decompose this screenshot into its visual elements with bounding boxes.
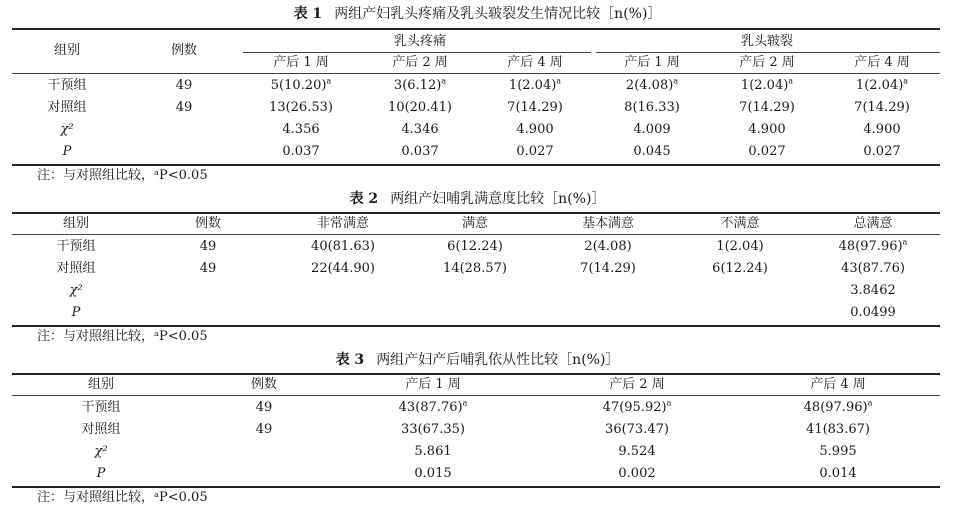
table1-week: 产后 4 周 <box>507 55 563 70</box>
table3-note: 注：与对照组比较，ᵃP<0.05 <box>37 490 208 505</box>
cell-value: 33(67.35) <box>401 422 465 437</box>
significance-marker: a <box>462 398 468 408</box>
cell-value: 4.356 <box>282 122 320 137</box>
table-cell <box>605 422 669 438</box>
table-cell <box>741 78 793 94</box>
table1-week: 产后 2 周 <box>392 55 448 70</box>
table1-header-pain: 乳头疼痛 <box>393 34 447 49</box>
table1-header-n: 例数 <box>170 43 198 58</box>
table-cell <box>841 261 905 277</box>
row-label: 对照组 <box>81 422 121 437</box>
significance-marker: a <box>903 76 909 86</box>
table-cell <box>311 261 375 277</box>
cell-value: 0.045 <box>633 144 671 159</box>
table2-header: 不满意 <box>720 216 760 231</box>
cell-value: 5(10.20) <box>270 78 327 93</box>
cell-value: 1(2.04) <box>740 78 789 93</box>
table1-week: 产后 1 周 <box>273 55 329 70</box>
cell-value: 5.995 <box>819 444 857 459</box>
cell-value: 9.524 <box>618 444 656 459</box>
table-cell <box>414 444 451 460</box>
significance-marker: a <box>441 76 447 86</box>
cell-value: 0.037 <box>282 144 320 159</box>
table-cell <box>603 400 672 416</box>
cell-value: 43(87.76) <box>841 261 905 276</box>
cell-value: 4.900 <box>748 122 786 137</box>
table3-number: 表 3 <box>335 352 365 368</box>
table3-title: 两组产妇产后哺乳依从性比较［n(%)］ <box>376 352 620 368</box>
table-cell <box>863 122 900 138</box>
table-cell <box>414 466 451 482</box>
table-cell <box>748 122 785 138</box>
cell-value: 48(97.96) <box>803 400 868 415</box>
cell-value: 1(2.04) <box>508 78 557 93</box>
table3-header: 产后 4 周 <box>810 377 866 392</box>
table2-note: 注：与对照组比较，ᵃP<0.05 <box>37 329 208 344</box>
cell-value: 43(87.76) <box>398 400 463 415</box>
table-cell <box>839 239 908 255</box>
cell-value: 10(20.41) <box>388 100 452 115</box>
table-cell <box>856 78 908 94</box>
table1-bottom-rule <box>12 164 940 166</box>
table-cell <box>748 144 785 160</box>
table-cell <box>716 239 763 255</box>
table2-top-rule <box>12 212 940 214</box>
table-cell <box>618 466 655 482</box>
table2-number: 表 2 <box>349 191 379 207</box>
cell-value: 7(14.29) <box>739 100 795 115</box>
table3-top-rule <box>12 373 940 375</box>
table2-header-rule <box>12 234 940 235</box>
table1-caption <box>0 5 955 23</box>
significance-marker: a <box>666 398 672 408</box>
table3-header: 产后 2 周 <box>609 377 665 392</box>
cell-value: 4.900 <box>516 122 554 137</box>
cell-value: 0.002 <box>618 466 656 481</box>
cell-value: 48(97.96) <box>838 239 903 254</box>
row-label: 对照组 <box>47 100 87 115</box>
table-cell <box>401 144 438 160</box>
table1-subrule-pain <box>243 52 591 53</box>
cell-value: 4.009 <box>633 122 671 137</box>
row-n: 49 <box>255 422 273 437</box>
row-label: χ² <box>69 283 83 298</box>
table1-header-group: 组别 <box>53 43 81 58</box>
cell-value: 3.8462 <box>850 283 896 298</box>
row-n: 49 <box>255 400 273 415</box>
table-cell <box>739 100 795 116</box>
table1-top-rule <box>12 28 940 30</box>
row-label: 干预组 <box>47 78 87 93</box>
cell-value: 13(26.53) <box>269 100 333 115</box>
cell-value: 22(44.90) <box>311 261 375 276</box>
cell-value: 0.027 <box>516 144 554 159</box>
row-label: P <box>96 466 106 481</box>
table-cell <box>271 78 331 94</box>
table-cell <box>806 422 870 438</box>
table-cell <box>282 144 319 160</box>
cell-value: 3(6.12) <box>393 78 442 93</box>
cell-value: 7(14.29) <box>580 261 636 276</box>
row-n: 49 <box>199 239 217 254</box>
table1-week: 产后 4 周 <box>854 55 910 70</box>
table-cell <box>507 100 563 116</box>
cell-value: 2(4.08) <box>625 78 674 93</box>
row-n: 49 <box>175 100 193 115</box>
table2-header: 组别 <box>62 216 90 231</box>
cell-value: 0.0499 <box>850 305 896 320</box>
table-cell <box>863 144 900 160</box>
cell-value: 6(12.24) <box>447 239 503 254</box>
cell-value: 41(83.67) <box>806 422 870 437</box>
table-cell <box>850 283 896 299</box>
cell-value: 1(2.04) <box>855 78 904 93</box>
table-cell <box>580 261 636 277</box>
table1-header-fissure: 乳头皲裂 <box>740 34 794 49</box>
table-cell <box>854 100 910 116</box>
table-cell <box>633 122 670 138</box>
table-cell <box>388 100 452 116</box>
cell-value: 4.900 <box>863 122 901 137</box>
table-cell <box>618 444 655 460</box>
table1-title: 两组产妇乳头疼痛及乳头皲裂发生情况比较［n(%)］ <box>334 6 662 22</box>
cell-value: 1(2.04) <box>716 239 764 254</box>
cell-value: 2(4.08) <box>584 239 632 254</box>
significance-marker: a <box>867 398 873 408</box>
table3-bottom-rule <box>12 486 940 488</box>
cell-value: 6(12.24) <box>712 261 768 276</box>
table-cell <box>394 78 446 94</box>
significance-marker: a <box>788 76 794 86</box>
table2-caption <box>0 190 955 208</box>
cell-value: 7(14.29) <box>854 100 910 115</box>
table1-note: 注：与对照组比较，ᵃP<0.05 <box>37 168 208 183</box>
table-cell <box>443 261 507 277</box>
cell-value: 5.861 <box>414 444 452 459</box>
row-label: P <box>71 305 81 320</box>
row-label: χ² <box>60 122 74 137</box>
significance-marker: a <box>673 76 679 86</box>
row-label: χ² <box>94 444 108 459</box>
table1-week: 产后 1 周 <box>624 55 680 70</box>
table-cell <box>804 400 873 416</box>
cell-value: 0.027 <box>863 144 901 159</box>
table1-subrule-fissure <box>596 52 940 53</box>
cell-value: 0.015 <box>414 466 452 481</box>
table-cell <box>516 122 553 138</box>
cell-value: 7(14.29) <box>507 100 563 115</box>
cell-value: 0.037 <box>401 144 439 159</box>
cell-value: 0.027 <box>748 144 786 159</box>
table-cell <box>401 422 465 438</box>
cell-value: 0.014 <box>819 466 857 481</box>
significance-marker: a <box>556 76 562 86</box>
table-cell <box>311 239 375 255</box>
cell-value: 8(16.33) <box>624 100 680 115</box>
table-cell <box>626 78 678 94</box>
table1-week: 产后 2 周 <box>739 55 795 70</box>
table-cell <box>509 78 561 94</box>
cell-value: 14(28.57) <box>443 261 507 276</box>
table-cell <box>624 100 680 116</box>
table-cell <box>819 444 856 460</box>
cell-value: 36(73.47) <box>605 422 669 437</box>
table2-title: 两组产妇哺乳满意度比较［n(%)］ <box>390 191 606 207</box>
table-cell <box>819 466 856 482</box>
row-n: 49 <box>175 78 193 93</box>
table2-header: 总满意 <box>853 216 893 231</box>
table-cell <box>584 239 631 255</box>
table-cell <box>399 400 468 416</box>
cell-value: 40(81.63) <box>311 239 375 254</box>
cell-value: 47(95.92) <box>602 400 667 415</box>
row-label: P <box>62 144 72 159</box>
table2-header: 满意 <box>461 216 489 231</box>
table3-header-rule <box>12 395 940 396</box>
table2-header: 例数 <box>194 216 222 231</box>
table-cell <box>633 144 670 160</box>
table2-header: 非常满意 <box>316 216 370 231</box>
table3-header: 产后 1 周 <box>405 377 461 392</box>
table3-caption <box>0 351 955 369</box>
table2-bottom-rule <box>12 325 940 327</box>
table-cell <box>269 100 333 116</box>
row-label: 对照组 <box>56 261 96 276</box>
significance-marker: a <box>902 237 908 247</box>
table-cell <box>401 122 438 138</box>
row-label: 干预组 <box>56 239 96 254</box>
row-n: 49 <box>199 261 217 276</box>
table-cell <box>282 122 319 138</box>
significance-marker: a <box>326 76 332 86</box>
table3-header: 组别 <box>87 377 115 392</box>
cell-value: 4.346 <box>401 122 439 137</box>
table2-header: 基本满意 <box>581 216 635 231</box>
table-cell <box>447 239 503 255</box>
row-label: 干预组 <box>81 400 121 415</box>
table1-header-rule <box>12 73 940 74</box>
table-cell <box>850 305 896 321</box>
table3-header: 例数 <box>250 377 278 392</box>
table-cell <box>516 144 553 160</box>
table1-number: 表 1 <box>293 6 323 22</box>
table-cell <box>712 261 768 277</box>
